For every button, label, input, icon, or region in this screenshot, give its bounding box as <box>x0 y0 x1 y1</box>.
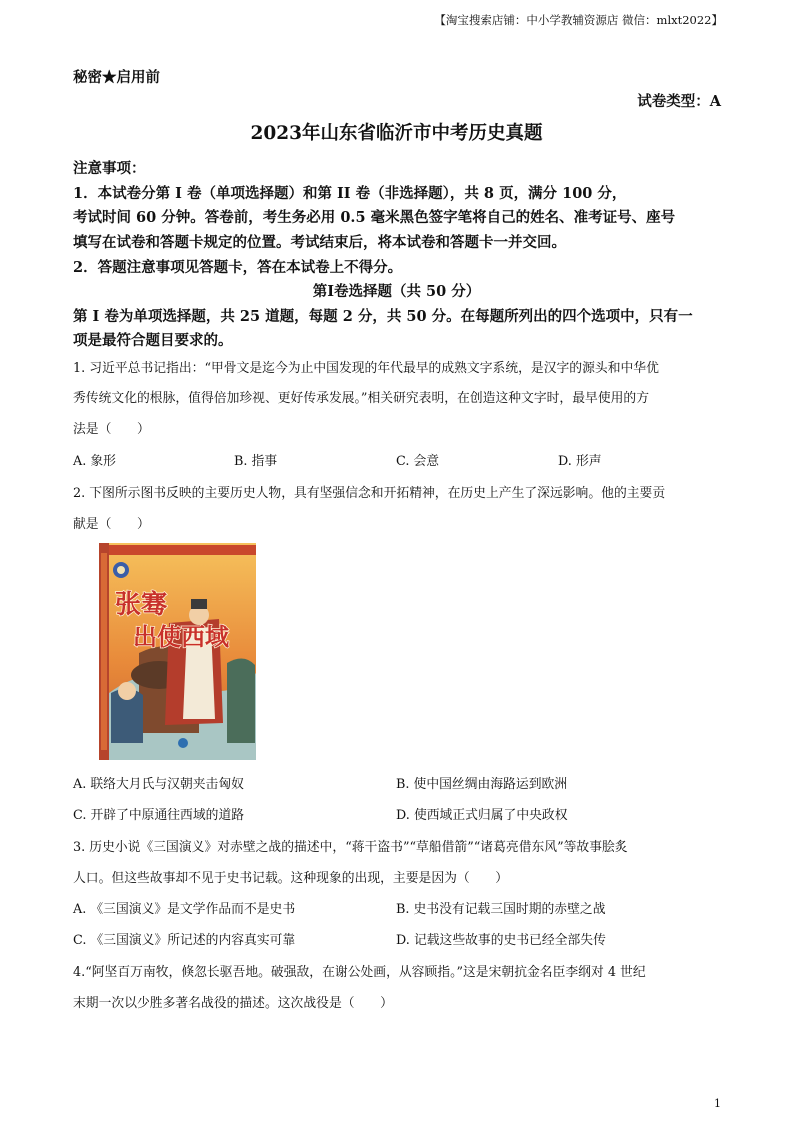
section-desc-1: 第 I 卷为单项选择题，共 25 道题，每题 2 分，共 50 分。在每题所列出的四个选项中，只有一 <box>73 308 693 325</box>
q2-option-b: B. 使中国丝绸由海路运到欧洲 <box>396 777 568 792</box>
section-heading: 第Ⅰ卷选择题（共 50 分） <box>312 283 481 300</box>
q2-stem-line-1: 2. 下图所示图书反映的主要历史人物，具有坚强信念和开拓精神，在历史上产生了深远影响。他的主要贡 <box>73 486 666 501</box>
notice-line-2: 考试时间 60 分钟。答卷前，考生务必用 0.5 毫米黑色签字笔将自己的姓名、准考证号、座号 <box>73 209 676 226</box>
q2-option-c: C. 开辟了中原通往西域的道路 <box>73 808 245 823</box>
shop-header-note: 【淘宝搜索店铺：中小学教辅资源店 微信：mlxt2022】 <box>434 13 723 27</box>
q3-option-c: C. 《三国演义》所记述的内容真实可靠 <box>73 933 296 948</box>
q2-stem-line-2: 献是（ ） <box>73 517 150 532</box>
book-title-line-1: 张骞 <box>115 590 168 620</box>
q3-stem-line-2: 人口。但这些故事却不见于史书记载。这种现象的出现，主要是因为（ ） <box>73 871 509 886</box>
book-cover-image <box>99 543 256 760</box>
q4-stem-line-1: 4.“阿坚百万南牧，倏忽长驱吾地。破强敌，在谢公处画，从容顾指。”这是宋朝抗金名臣李纲对 4 世纪 <box>73 965 646 980</box>
secret-mark: 秘密★启用前 <box>73 69 160 86</box>
q2-option-a: A. 联络大月氏与汉朝夹击匈奴 <box>73 777 244 792</box>
page-title: 2023年山东省临沂市中考历史真题 <box>250 123 543 144</box>
q1-option-b: B. 指事 <box>234 454 278 469</box>
q3-stem-line-1: 3. 历史小说《三国演义》对赤壁之战的描述中，“蒋干盗书”“草船借箭”“诸葛亮借东风”等故事脍炙 <box>73 840 628 855</box>
q1-stem-line-1: 1. 习近平总书记指出：“甲骨文是迄今为止中国发现的年代最早的成熟文字系统，是汉字的源头和中华优 <box>73 361 659 376</box>
notice-heading: 注意事项： <box>73 160 146 177</box>
q2-option-d: D. 使西域正式归属了中央政权 <box>396 808 568 823</box>
q3-option-b: B. 史书没有记载三国时期的赤壁之战 <box>396 902 606 917</box>
q3-option-a: A. 《三国演义》是文学作品而不是史书 <box>73 902 296 917</box>
q4-stem-line-2: 末期一次以少胜多著名战役的描述。这次战役是（ ） <box>73 996 393 1011</box>
page-number: 1 <box>714 1097 721 1110</box>
q1-option-c: C. 会意 <box>396 454 440 469</box>
q1-stem-line-2: 秀传统文化的根脉，值得倍加珍视、更好传承发展。”相关研究表明，在创造这种文字时，最早使用的方 <box>73 391 650 406</box>
section-desc-2: 项是最符合题目要求的。 <box>73 332 233 349</box>
q1-option-a: A. 象形 <box>73 454 116 469</box>
q1-option-d: D. 形声 <box>558 454 602 469</box>
notice-line-4: 2．答题注意事项见答题卡，答在本试卷上不得分。 <box>73 259 403 276</box>
q1-stem-line-3: 法是（ ） <box>73 422 150 437</box>
q3-option-d: D. 记载这些故事的史书已经全部失传 <box>396 933 606 948</box>
book-title-line-2: 出使西域 <box>133 623 229 651</box>
paper-type: 试卷类型：A <box>637 93 721 110</box>
notice-line-3: 填写在试卷和答题卡规定的位置。考试结束后，将本试卷和答题卡一并交回。 <box>73 234 566 251</box>
notice-line-1: 1．本试卷分第 I 卷（单项选择题）和第 II 卷（非选择题），共 8 页，满分 100 分， <box>73 185 627 202</box>
